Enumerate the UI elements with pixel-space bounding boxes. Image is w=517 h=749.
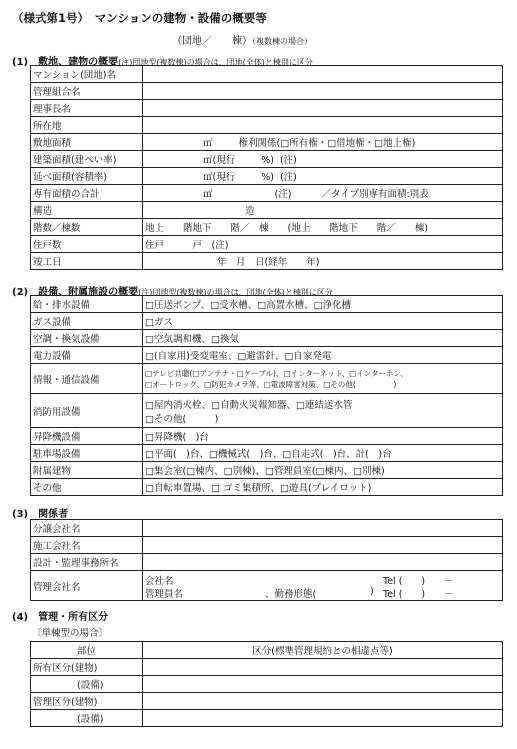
label-contractor: 施工会社名 <box>31 537 143 554</box>
value-floor-area[interactable] <box>143 168 503 185</box>
form-subtitle <box>172 32 312 47</box>
label-units: 住戸数 <box>31 236 143 253</box>
section-1-title: (1) 敷地、建物の概要 <box>12 57 119 68</box>
value-telecom[interactable] <box>143 364 503 394</box>
label-other: その他 <box>31 479 143 496</box>
label-elevator: 昇降機設備 <box>31 428 143 445</box>
value-ownership-building[interactable] <box>143 659 503 676</box>
coverage-current: ㎡(現行 <box>203 155 236 166</box>
section-2-note: (注)団地型(複数棟)の場合は、団地(全体)と棟別に区分 <box>138 288 333 297</box>
value-association-name[interactable] <box>143 83 503 100</box>
label-structure: 構造 <box>31 202 143 219</box>
label-designer: 設計・監理事務所名 <box>31 554 143 571</box>
value-other[interactable]: □自転車置場、□ ゴミ集積所、□遊具(プレイロット) <box>143 479 503 496</box>
value-elevator[interactable]: □昇降機( )台 <box>143 428 503 445</box>
value-hvac[interactable]: □空気調和機、□換気 <box>143 330 503 347</box>
ratio-current: ㎡(現行 <box>203 172 236 183</box>
company-name-label: 会社名 <box>145 575 174 587</box>
work-style-close: ) <box>370 585 374 597</box>
value-gas[interactable]: □ガス <box>143 313 503 330</box>
subtitle-note: （複数棟の場合） <box>252 37 312 46</box>
coverage-percent: %) <box>261 155 274 166</box>
manager-name-label: 管理員名 <box>145 588 184 600</box>
header-classification: 区分(標準管理規約との相違点等) <box>143 642 503 659</box>
label-annex: 附属建物 <box>31 462 143 479</box>
section-3-heading: (3) 関係者 <box>12 509 69 520</box>
label-gas: ガス設備 <box>31 313 143 330</box>
value-units[interactable]: 住戸 戸 (注) <box>143 236 503 253</box>
value-completion[interactable] <box>143 253 503 270</box>
coverage-note: (注) <box>279 155 297 166</box>
fire-line-2: □その他( ) <box>145 413 219 425</box>
value-management-company[interactable] <box>143 571 503 601</box>
structure-suffix: 造 <box>245 206 255 217</box>
label-floors: 階数／棟数 <box>31 219 143 236</box>
label-floor-area: 延べ面積(容積率) <box>31 168 143 185</box>
label-fire: 消防用設備 <box>31 394 143 428</box>
label-telecom: 情報・通信設備 <box>31 364 143 394</box>
label-chairman-name: 理事長名 <box>31 100 143 117</box>
value-chairman-name[interactable] <box>143 100 503 117</box>
value-exclusive-area[interactable] <box>143 185 503 202</box>
label-power: 電力設備 <box>31 347 143 364</box>
company-tel: Tel ( ) － <box>383 575 454 587</box>
completion-date: 年 月 日(経年 年) <box>217 257 320 268</box>
value-parking[interactable]: □平面( )台、□機械式( )台、□自走式( )台、計( )台 <box>143 445 503 462</box>
value-water[interactable]: □圧送ポンプ、□受水槽、□高置水槽、□浄化槽 <box>143 296 503 313</box>
telecom-line-2: □オートロック、□防犯カメラ等、□電波障害対策、□その他( ) <box>145 379 397 389</box>
value-management-equipment[interactable] <box>143 710 503 727</box>
exclusive-note: (注) <box>274 189 292 200</box>
value-building-area[interactable] <box>143 151 503 168</box>
label-building-area: 建築面積(建ぺい率) <box>31 151 143 168</box>
unit-sqm: ㎡ <box>203 138 213 149</box>
value-structure[interactable] <box>143 202 503 219</box>
value-floors[interactable]: 地上 階地下 階／ 棟 (地上 階地下 階／ 棟) <box>143 219 503 236</box>
ownership-table <box>30 641 503 727</box>
value-contractor[interactable] <box>143 537 503 554</box>
header-part: 部位 <box>31 642 143 659</box>
value-site-area[interactable] <box>143 134 503 151</box>
section-2-title: (2) 設備、附属施設の概要 <box>12 287 139 298</box>
label-ownership-equipment: (設備) <box>31 676 143 693</box>
label-completion: 竣工日 <box>31 253 143 270</box>
fire-line-1: □屋内消火栓、□自動火災報知器、□連結送水管 <box>145 399 353 411</box>
label-management-equipment: (設備) <box>31 710 143 727</box>
value-annex[interactable]: □集会室(□棟内、□別棟)、□管理員室(□棟内、□別棟) <box>143 462 503 479</box>
subtitle-main: （団地／ 棟） <box>172 36 252 47</box>
ratio-note: (注) <box>279 172 297 183</box>
single-building-note: 〔単棟型の場合〕 <box>32 628 109 639</box>
label-hvac: 空調・換気設備 <box>31 330 143 347</box>
exclusive-unit: ㎡ <box>203 189 213 200</box>
label-management-company: 管理会社名 <box>31 571 143 601</box>
label-parking: 駐車場設備 <box>31 445 143 462</box>
work-style-label: 、勤務形態( <box>265 588 317 600</box>
value-mansion-name[interactable] <box>143 66 503 83</box>
label-address: 所在地 <box>31 117 143 134</box>
label-site-area: 敷地面積 <box>31 134 143 151</box>
parties-table <box>30 519 503 601</box>
telecom-line-1: □テレビ共聴(□アンテナ・□ケーブル)、□インターネット、□インターホン、 <box>145 368 408 378</box>
value-address[interactable] <box>143 117 503 134</box>
label-association-name: 管理組合名 <box>31 83 143 100</box>
label-management-building: 管理区分(建物) <box>31 693 143 710</box>
manager-tel: Tel ( ) － <box>383 588 454 600</box>
facilities-table <box>30 295 503 496</box>
value-ownership-equipment[interactable] <box>143 676 503 693</box>
value-developer[interactable] <box>143 520 503 537</box>
label-mansion-name: マンション(団地)名 <box>31 66 143 83</box>
form-title: （様式第1号） マンションの建物・設備の概要等 <box>12 11 267 25</box>
section-1-note: (注)団地型(複数棟)の場合は、団地(全体)と棟別に区分 <box>118 58 313 67</box>
value-management-building[interactable] <box>143 693 503 710</box>
label-exclusive-area: 専有面積の合計 <box>31 185 143 202</box>
value-fire[interactable] <box>143 394 503 428</box>
label-ownership-building: 所有区分(建物) <box>31 659 143 676</box>
label-developer: 分譲会社名 <box>31 520 143 537</box>
ratio-percent: %) <box>261 172 274 183</box>
value-power[interactable]: □(自家用)受変電室、□避雷針、□自家発電 <box>143 347 503 364</box>
rights-options: 権利関係(□所有権・□借地権・□地上権) <box>238 138 416 149</box>
building-overview-table <box>30 65 503 270</box>
label-water: 給・排水設備 <box>31 296 143 313</box>
type-area-note: ／タイプ別専有面積:別表 <box>321 189 429 200</box>
value-designer[interactable] <box>143 554 503 571</box>
section-4-heading: (4) 管理・所有区分 <box>12 612 109 623</box>
